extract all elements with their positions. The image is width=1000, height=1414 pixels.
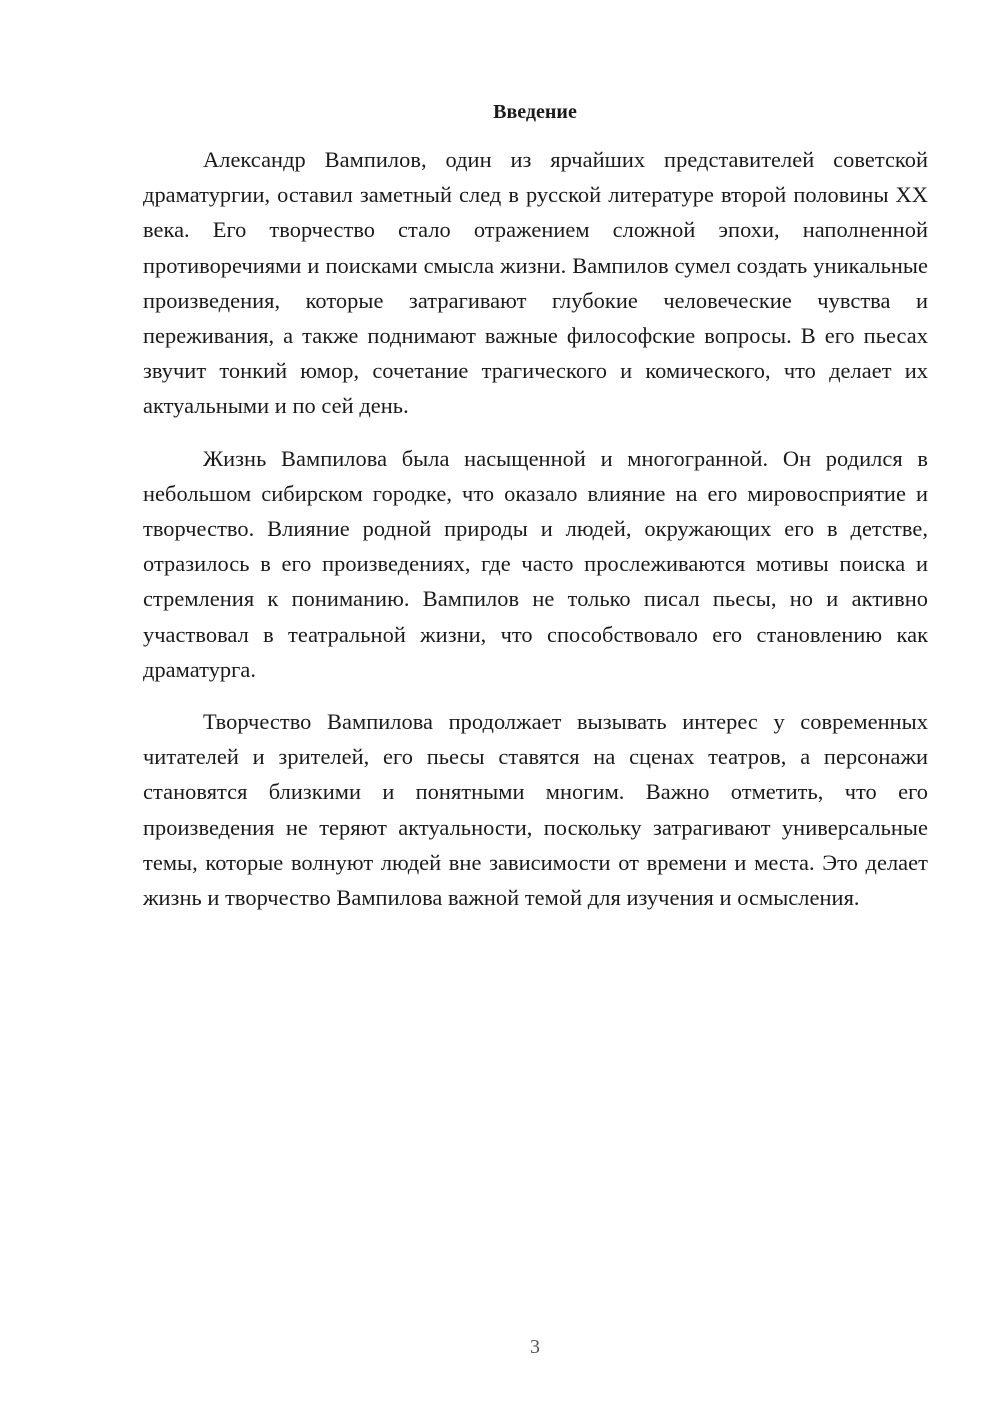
paragraph-3: Творчество Вампилова продолжает вызывать интерес у современных читателей и зрителей, его пьесы ставятся на сценах театров, а персонажи становятся близкими и понятными многим. Важно отметить, что его произведения не теряют актуальности, поскольку затрагивают универсальные темы, которые волнуют людей вне зависимости от времени и места. Это делает жизнь и творчество Вампилова важной темой для изучения и осмысления. <box>143 709 928 911</box>
page-number: 3 <box>530 1336 540 1358</box>
paragraph-2: Жизнь Вампилова была насыщенной и многогранной. Он родился в небольшом сибирском городке, что оказало влияние на его мировосприятие и творчество. Влияние родной природы и людей, окружающих его в детстве, отразилось в его произведениях, где часто прослеживаются мотивы поиска и стремления к пониманию. Вампилов не только писал пьесы, но и активно участвовал в театральной жизни, что способствовало его становлению как драматурга. <box>143 445 928 682</box>
section-heading: Введение <box>493 101 577 123</box>
body-text <box>143 142 928 932</box>
paragraph-1: Александр Вампилов, один из ярчайших представителей советской драматургии, оставил заметный след в русской литературе второй половины XX века. Его творчество стало отражением сложной эпохи, наполненной противоречиями и поисками смысла жизни. Вампилов сумел создать уникальные произведения, которые затрагивают глубокие человеческие чувства и переживания, а также поднимают важные философские вопросы. В его пьесах звучит тонкий юмор, сочетание трагического и комического, что делает их актуальными и по сей день. <box>143 147 928 419</box>
